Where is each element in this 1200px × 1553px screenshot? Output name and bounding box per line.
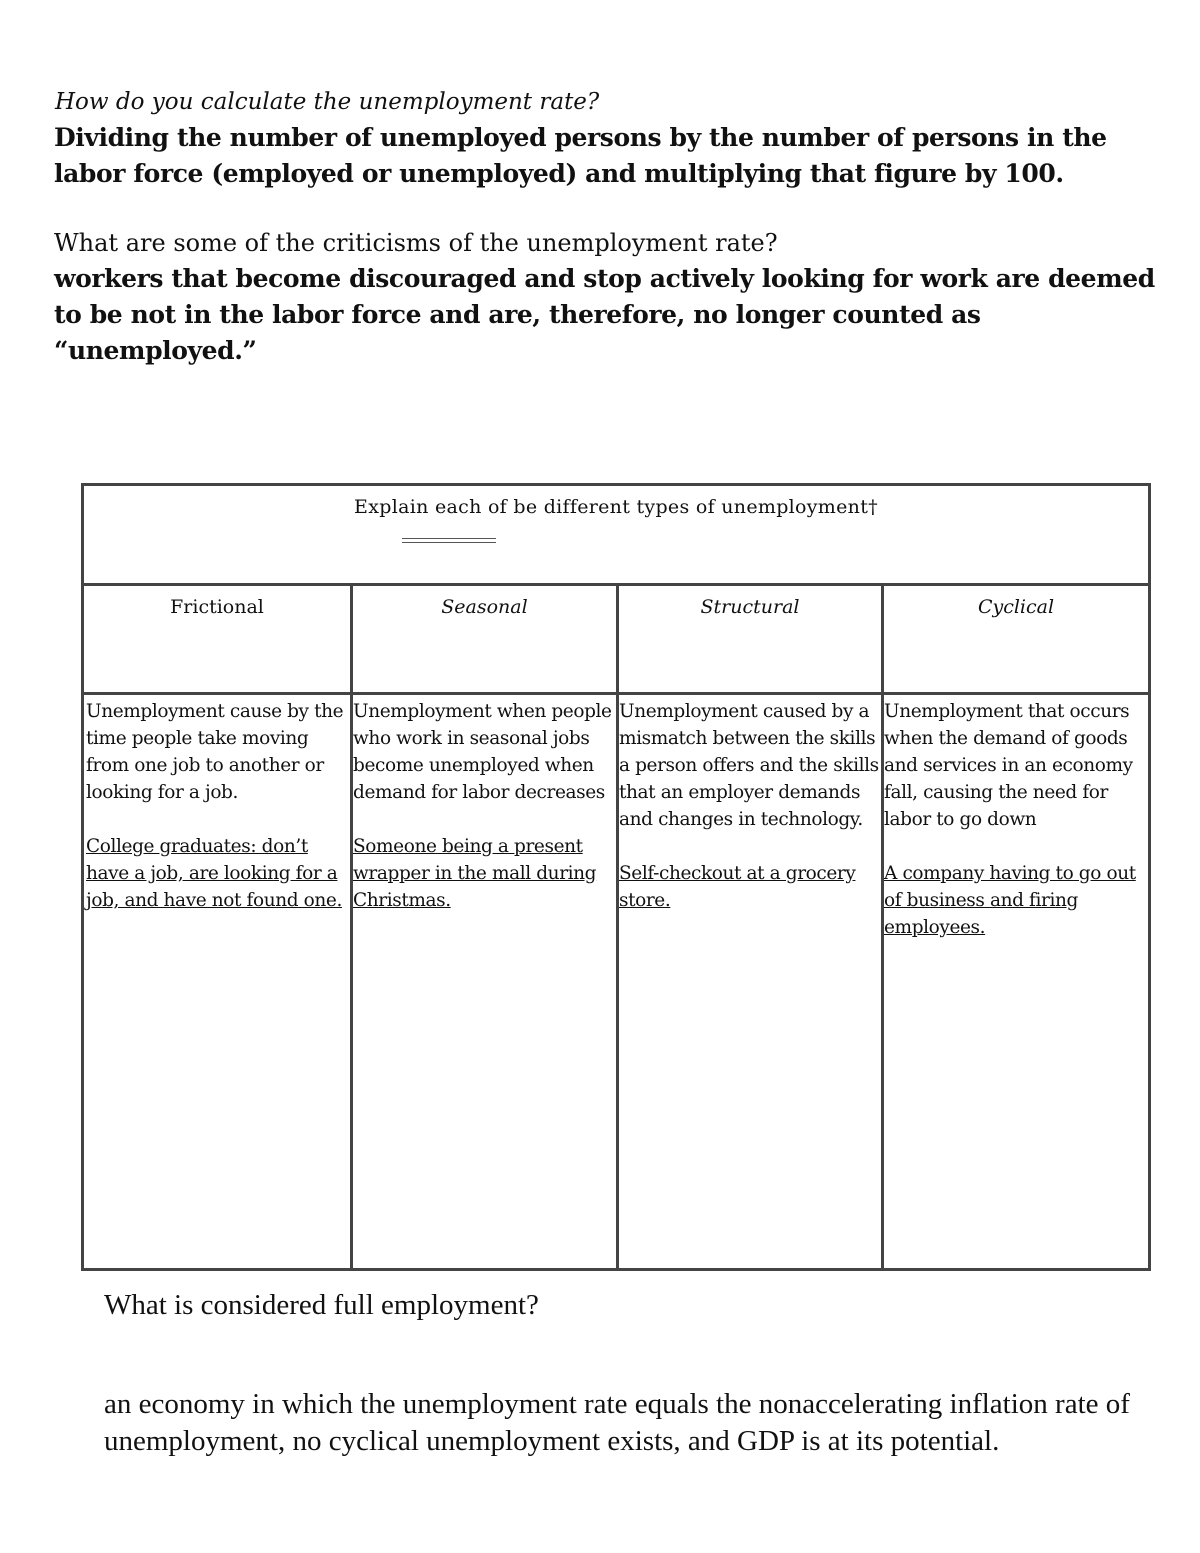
cell-frictional <box>86 698 348 914</box>
seasonal-definition: Unemployment when people who work in seasonal jobs become unemployed when demand for labor decreases <box>353 701 612 803</box>
structural-definition: Unemployment caused by a mismatch between the skills a person offers and the skills that an employer demands and changes in technology. <box>619 701 879 830</box>
table-caption: Explain each of be different types of unemployment† <box>354 496 878 518</box>
frictional-example: College graduates: don’t have a job, are looking for a job, and have not found one. <box>86 836 342 911</box>
question-full-employment: What is considered full employment? <box>104 1289 539 1321</box>
cell-structural <box>619 698 879 914</box>
table-column-divider <box>616 583 619 1268</box>
header-frictional: Frictional <box>170 596 264 618</box>
cell-seasonal <box>353 698 613 914</box>
answer-criticisms: workers that become discouraged and stop actively looking for work are deemed to be not in the labor force and are, therefore, no longer counted as “unemployed.” <box>54 264 1155 365</box>
table-column-divider <box>350 583 353 1268</box>
frictional-definition: Unemployment cause by the time people take moving from one job to another or looking for a job. <box>86 701 344 803</box>
structural-example: Self-checkout at a grocery store. <box>619 863 856 911</box>
seasonal-example: Someone being a present wrapper in the mall during Christmas. <box>353 836 597 911</box>
answer-calculate-rate: Dividing the number of unemployed persons by the number of persons in the labor force (employed or unemployed) and multiplying that figure by 100. <box>54 123 1107 188</box>
header-structural: Structural <box>700 596 800 618</box>
question-calculate-rate: How do you calculate the unemployment rate? <box>55 89 600 115</box>
cell-cyclical <box>884 698 1146 941</box>
cyclical-definition: Unemployment that occurs when the demand of goods and services in an economy fall, causing the need for labor to go down <box>884 701 1133 830</box>
unemployment-types-table <box>81 483 1151 1271</box>
cyclical-example: A company having to go out of business and firing employees. <box>884 863 1136 938</box>
question-criticisms: What are some of the criticisms of the unemployment rate? <box>54 229 778 257</box>
caption-double-underline <box>402 538 496 543</box>
header-cyclical: Cyclical <box>977 596 1055 618</box>
answer-full-employment: an economy in which the unemployment rate equals the nonaccelerating inflation rate of unemployment, no cyclical unemployment exists, and GDP is at its potential. <box>104 1388 1130 1457</box>
header-seasonal: Seasonal <box>441 596 528 618</box>
